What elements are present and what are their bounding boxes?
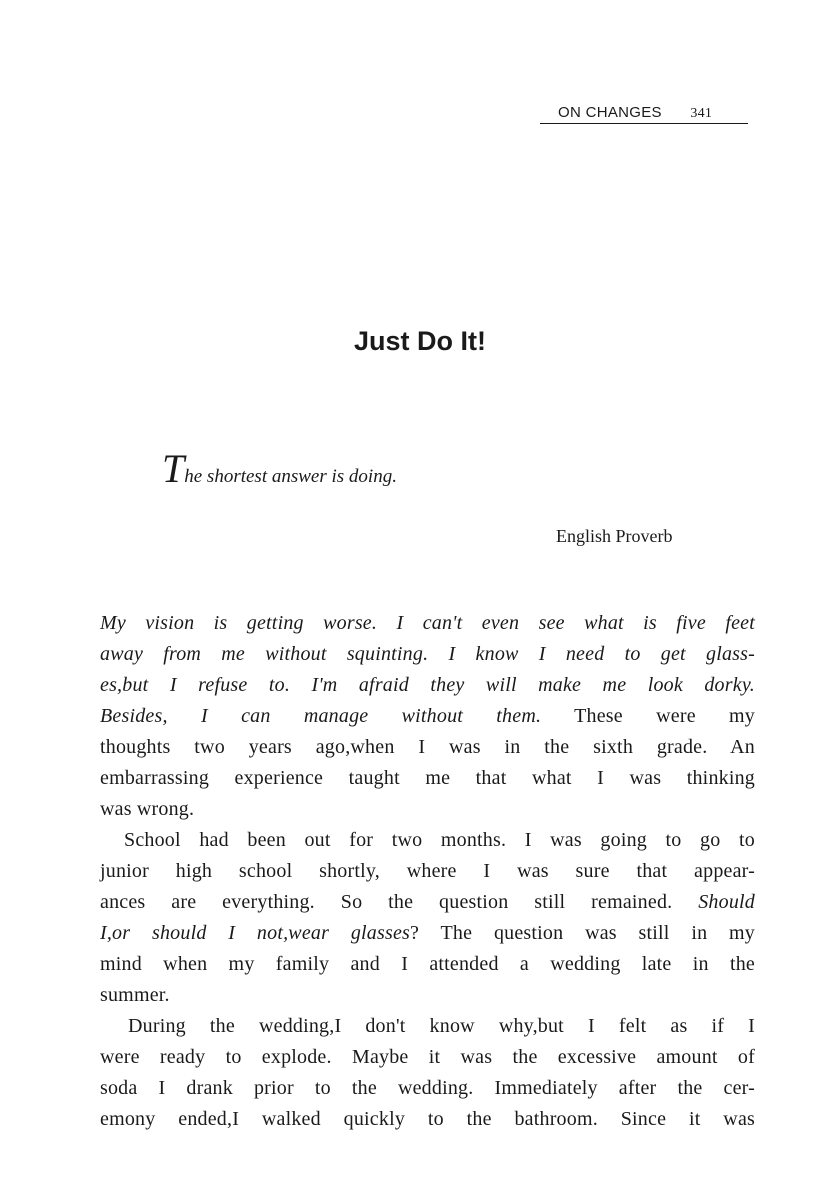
body-line: mind when my family and I attended a wedding late in the xyxy=(100,953,755,975)
body-text xyxy=(100,608,755,1135)
running-head-section: ON CHANGES xyxy=(558,104,662,121)
body-line: My vision is getting worse. I can't even see what is five feet xyxy=(100,612,755,634)
body-line: thoughts two years ago,when I was in the sixth grade. An xyxy=(100,736,755,758)
body-line: away from me without squinting. I know I need to get glass- xyxy=(100,643,755,665)
body-line: School had been out for two months. I was going to go to xyxy=(124,829,755,851)
body-line: was wrong. xyxy=(100,798,195,820)
body-line: junior high school shortly, where I was sure that appear- xyxy=(100,860,755,882)
body-line: I,or should I not,wear glasses? The question was still in my xyxy=(100,922,755,944)
body-line: embarrassing experience taught me that what I was thinking xyxy=(100,767,755,789)
chapter-title: Just Do It! xyxy=(354,326,486,356)
body-line: soda I drank prior to the wedding. Immediately after the cer- xyxy=(100,1077,755,1099)
body-line: Besides, I can manage without them. These were my xyxy=(100,705,755,727)
body-line: es,but I refuse to. I'm afraid they will make me look dorky. xyxy=(100,674,755,696)
body-line: were ready to explode. Maybe it was the excessive amount of xyxy=(100,1046,755,1068)
epigraph-text: he shortest answer is doing. xyxy=(184,466,397,487)
body-line: ances are everything. So the question still remained. Should xyxy=(100,891,755,913)
body-line: During the wedding,I don't know why,but I felt as if I xyxy=(128,1015,755,1037)
running-head xyxy=(540,104,748,124)
epigraph-attribution: English Proverb xyxy=(556,526,673,546)
body-line: emony ended,I walked quickly to the bathroom. Since it was xyxy=(100,1108,755,1130)
epigraph-drop-cap: T xyxy=(162,446,185,491)
page-number: 341 xyxy=(690,106,713,121)
epigraph xyxy=(162,446,397,491)
body-line: summer. xyxy=(100,984,170,1006)
